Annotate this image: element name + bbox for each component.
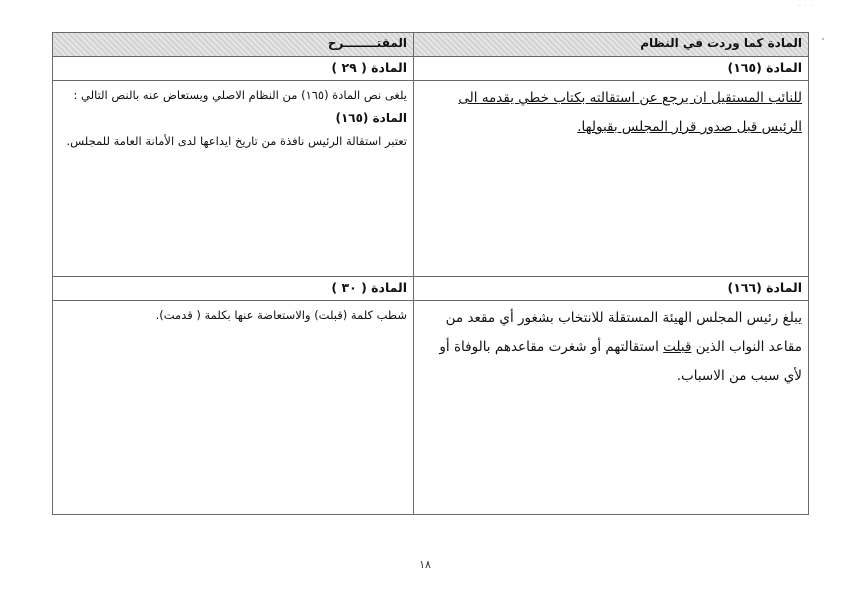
table-row <box>53 277 809 301</box>
proposed-sub-article: المادة (١٦٥) <box>335 111 407 125</box>
original-text-166-after: استقالتهم أو شغرت مقاعدهم بالوفاة أو لأي سبب من الاسباب. <box>439 339 802 384</box>
proposed-text-30 <box>53 301 414 515</box>
original-text-165-content: للنائب المستقيل ان يرجع عن استقالته بكتاب خطي يقدمه الى الرئيس قبل صدور قرار المجلس بقبولها. <box>458 90 802 135</box>
proposed-intro: يلغى نص المادة (١٦٥) من النظام الاصلي ويستعاض عنه بالنص التالي : <box>73 88 407 102</box>
table-row <box>53 301 809 515</box>
original-article-165: المادة (١٦٥) <box>414 57 809 81</box>
original-article-166: المادة (١٦٦) <box>414 277 809 301</box>
table-header-row <box>53 33 809 57</box>
header-original: المادة كما وردت في النظام <box>414 33 809 57</box>
proposed-article-30: المادة ( ٣٠ ) <box>53 277 414 301</box>
original-text-166 <box>414 301 809 515</box>
table-row <box>53 81 809 277</box>
page-number: ١٨ <box>419 558 431 571</box>
original-text-166-before: يبلغ رئيس المجلس الهيئة المستقلة للانتخاب بشغور أي مقعد من مقاعد النواب الذين <box>445 310 802 355</box>
comparison-table <box>52 32 809 515</box>
proposed-text-30-content: شطب كلمة (قبلت) والاستعاضة عنها بكلمة ( قدمت). <box>155 308 407 322</box>
header-proposed: المقتــــــــرح <box>53 33 414 57</box>
table-row <box>53 57 809 81</box>
scan-dot <box>822 38 824 40</box>
proposed-article-29: المادة ( ٢٩ ) <box>53 57 414 81</box>
proposed-new-text: تعتبر استقالة الرئيس نافذة من تاريخ ايداعها لدى الأمانة العامة للمجلس. <box>66 134 407 148</box>
proposed-text-29 <box>53 81 414 277</box>
original-text-165 <box>414 81 809 277</box>
original-text-166-underlined: قبلت <box>663 339 692 355</box>
scan-artifact: · · · <box>798 2 815 10</box>
